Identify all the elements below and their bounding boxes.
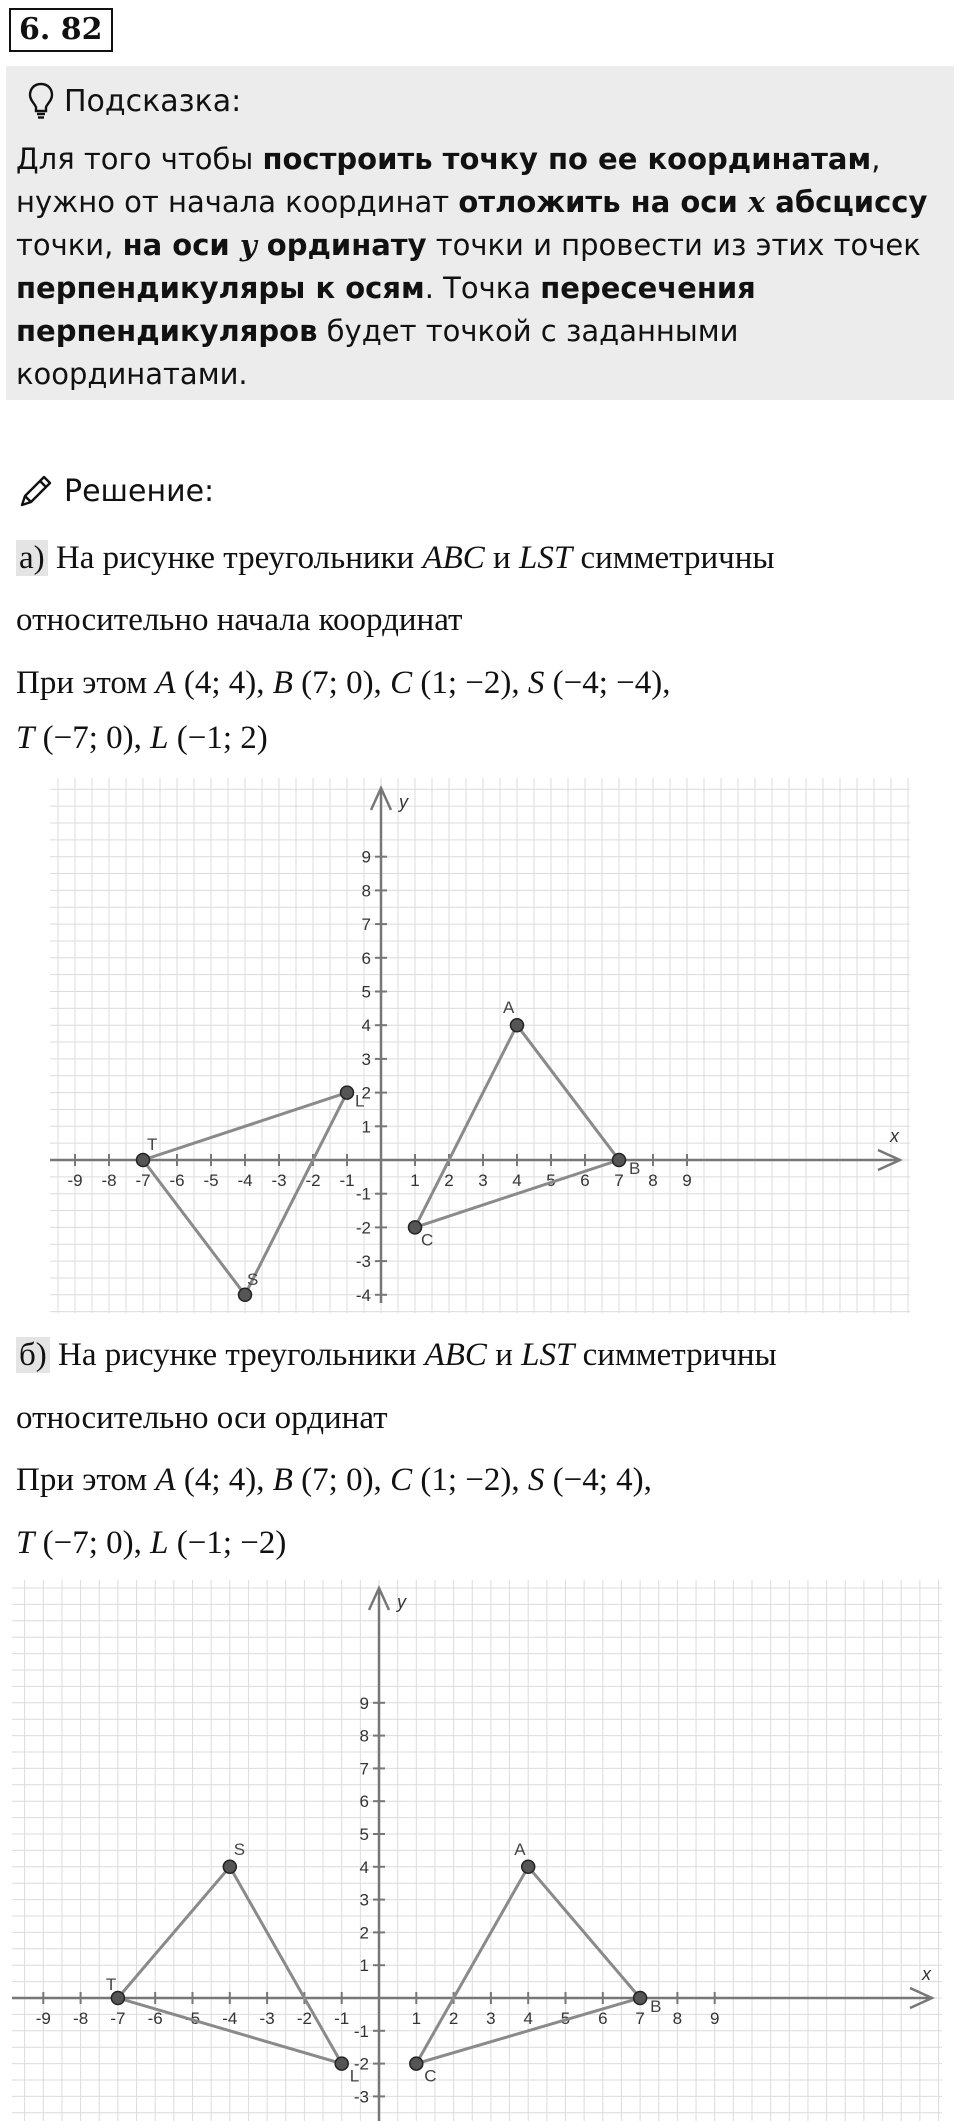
x-tick-label: 5	[546, 1171, 556, 1190]
y-tick-label: 7	[361, 915, 371, 935]
x-tick-label: -4	[237, 1171, 253, 1190]
pencil-icon	[16, 471, 56, 511]
point-t	[137, 1154, 150, 1167]
x-tick-label: -7	[110, 2009, 126, 2028]
y-tick-label: 3	[361, 1049, 371, 1069]
point-label-a: A	[503, 998, 515, 1018]
y-tick-label: 9	[361, 847, 371, 867]
point-label-c: C	[424, 2066, 437, 2086]
hint-header	[28, 76, 241, 126]
part-a-line-4: T (−7; 0), L (−1; 2)	[16, 720, 268, 756]
y-tick-label: -1	[355, 1184, 371, 1204]
y-tick-label: 6	[361, 948, 371, 968]
part-b-line-1: б) На рисунке треугольники ABC и LST симметричны	[16, 1332, 777, 1378]
point-label-b: B	[629, 1159, 641, 1178]
point-l	[335, 2057, 348, 2070]
part-a-line-3: При этом A (4; 4), B (7; 0), C (1; −2), S (−4; −4),	[16, 665, 671, 701]
x-tick-label: -5	[203, 1171, 219, 1190]
point-label-s: S	[233, 1839, 246, 1859]
x-tick-label: 1	[410, 1171, 420, 1190]
x-tick-label: -1	[334, 2009, 350, 2028]
y-tick-label: -3	[355, 1252, 371, 1272]
part-b-line-3: При этом A (4; 4), B (7; 0), C (1; −2), S (−4; 4),	[16, 1462, 652, 1498]
point-label-b: B	[650, 1997, 662, 2016]
y-tick-label: 6	[359, 1792, 369, 1812]
x-tick-label: 3	[478, 1171, 488, 1190]
solution-title: Решение:	[64, 473, 215, 509]
x-tick-label: 9	[682, 1171, 692, 1190]
x-tick-label: -2	[296, 2009, 312, 2028]
point-b	[613, 1154, 626, 1167]
point-a	[511, 1019, 524, 1032]
coordinate-graph-a	[50, 778, 910, 1313]
x-tick-label: -6	[147, 2009, 163, 2028]
point-a	[522, 1860, 535, 1873]
x-tick-label: 7	[635, 2009, 645, 2028]
y-tick-label: -4	[355, 1285, 371, 1305]
point-c	[409, 1221, 422, 1234]
y-tick-label: 3	[359, 1890, 369, 1910]
point-s	[223, 1860, 236, 1873]
x-tick-label: 9	[709, 2009, 720, 2028]
x-tick-label: -6	[169, 1171, 185, 1190]
y-axis-label: y	[397, 1592, 406, 1612]
point-s	[239, 1288, 252, 1301]
x-tick-label: 6	[580, 1171, 590, 1190]
point-label-a: A	[514, 1839, 526, 1859]
point-label-l: L	[349, 2066, 360, 2086]
x-tick-label: 8	[648, 1171, 658, 1190]
x-axis-label: x	[922, 1964, 931, 1984]
x-tick-label: 1	[411, 2009, 422, 2028]
x-tick-label: 6	[598, 2009, 608, 2028]
y-tick-label: 1	[359, 1956, 369, 1976]
y-tick-label: 2	[361, 1083, 371, 1103]
x-tick-label: -9	[35, 2009, 51, 2028]
problem-number: 6. 82	[9, 8, 113, 52]
x-tick-label: -8	[101, 1171, 117, 1190]
part-b-line-2: относительно оси ординат	[16, 1400, 388, 1436]
x-tick-label: -8	[73, 2009, 89, 2028]
lightbulb-icon	[28, 82, 54, 120]
part-a-line-1: а) На рисунке треугольники ABC и LST симметричны	[16, 535, 775, 581]
hint-text: Для того чтобы построить точку по ее координатам, нужно от начала координат отложить на оси x абсциссу точки, на оси y ординату точки и провести из этих точек перпендикуляры к осям. Точка пересечения перпендикуляров будет точкой с заданными координатами.	[16, 142, 928, 391]
x-tick-label: -1	[339, 1171, 355, 1190]
y-tick-label: 1	[361, 1117, 371, 1137]
point-c	[410, 2057, 423, 2070]
x-tick-label: 8	[672, 2009, 683, 2028]
y-tick-label: 9	[359, 1693, 369, 1713]
point-b	[634, 1992, 647, 2005]
y-tick-label: -2	[353, 2054, 369, 2074]
point-l	[341, 1086, 354, 1099]
y-tick-label: 5	[361, 982, 371, 1002]
y-tick-label: -2	[355, 1218, 371, 1238]
x-tick-label: -5	[184, 2009, 201, 2028]
x-tick-label: -9	[67, 1171, 83, 1190]
x-tick-label: -4	[222, 2009, 238, 2028]
x-axis-label: x	[890, 1126, 899, 1146]
part-a-line-2: относительно начала координат	[16, 602, 463, 638]
x-tick-label: 4	[523, 2009, 533, 2028]
x-tick-label: -3	[271, 1171, 287, 1190]
point-label-c: C	[421, 1230, 434, 1250]
point-label-s: S	[247, 1269, 259, 1289]
y-tick-label: 8	[359, 1726, 369, 1746]
hint-title: Подсказка:	[64, 83, 242, 119]
solution-header	[16, 466, 214, 516]
y-axis-label: y	[399, 792, 408, 812]
point-label-t: T	[105, 1975, 117, 1994]
point-label-t: T	[147, 1135, 158, 1154]
y-tick-label: -1	[353, 2021, 369, 2041]
y-tick-label: 2	[359, 1923, 369, 1943]
x-tick-label: 5	[560, 2009, 571, 2028]
y-tick-label: 7	[359, 1759, 369, 1779]
x-tick-label: 4	[512, 1171, 522, 1190]
point-label-l: L	[355, 1091, 365, 1111]
y-tick-label: 4	[359, 1857, 369, 1877]
x-tick-label: 7	[614, 1171, 624, 1190]
x-tick-label: -3	[259, 2009, 275, 2028]
y-tick-label: -3	[353, 2087, 369, 2107]
x-tick-label: 3	[486, 2009, 496, 2028]
hint-box	[6, 66, 954, 400]
x-tick-label: 2	[448, 2009, 459, 2028]
y-tick-label: 4	[361, 1016, 371, 1036]
x-tick-label: -2	[305, 1171, 321, 1190]
part-b-line-4: T (−7; 0), L (−1; −2)	[16, 1525, 287, 1561]
x-tick-label: -7	[135, 1171, 151, 1190]
y-tick-label: 5	[359, 1825, 369, 1844]
coordinate-graph-b	[12, 1580, 942, 2121]
y-tick-label: 8	[361, 881, 371, 901]
x-tick-label: 2	[444, 1171, 454, 1190]
